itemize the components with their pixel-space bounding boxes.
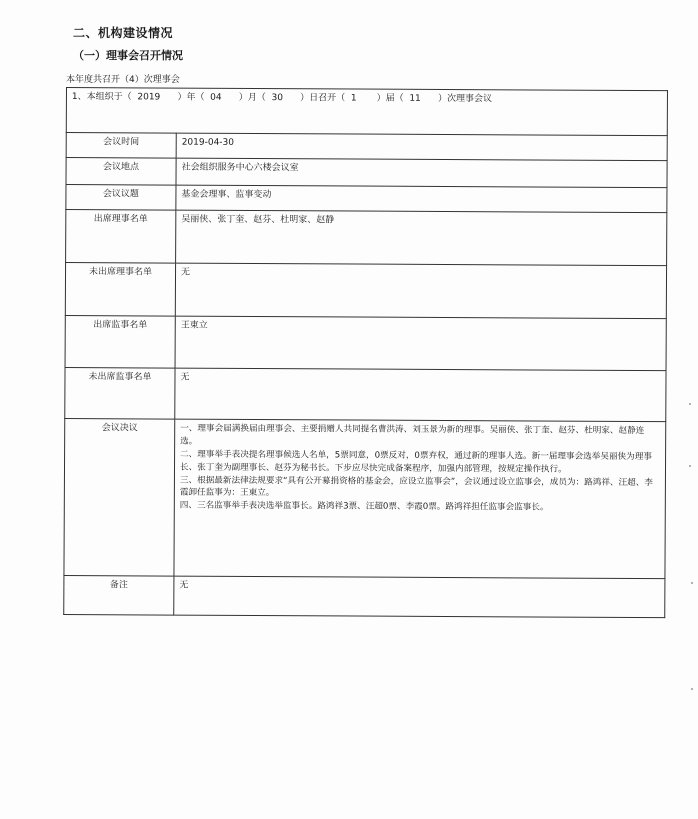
absent-directors-value: 无: [175, 263, 666, 319]
remarks-row: [64, 575, 665, 617]
attend-directors-row: [66, 210, 667, 266]
scan-speck: [689, 403, 691, 405]
remarks-label: 备注: [64, 575, 174, 615]
time-value: 2019-04-30: [176, 133, 667, 161]
resolution-value: [174, 419, 666, 579]
attend-supervisors-label: 出席监事名单: [65, 315, 175, 368]
time-row: [66, 133, 667, 161]
place-label: 会议地点: [66, 158, 176, 186]
topic-label: 会议议题: [66, 185, 176, 211]
meeting-header-cell: [66, 88, 667, 136]
scan-speck: [691, 582, 693, 584]
scan-speck: [691, 688, 693, 690]
resolution-item: 三、根据最新法律法规要求“具有公开募捐资格的基金会，应设立监事会”，会议通过设立监事会，成员为：路鸿祥、汪超、李霞卸任监事为：王東立。: [179, 475, 653, 499]
attend-supervisors-value: 王東立: [175, 316, 666, 371]
resolution-item: 一、理事会届满换届由理事会、主要捐赠人共同提名曹洪涛、刘玉景为新的理事。吴丽侠、张丁奎、赵芬、杜明家、赵静连选。: [180, 423, 645, 447]
attend-supervisors-row: [65, 315, 666, 370]
topic-value: 基金会理事、监事变动: [176, 185, 667, 213]
place-value: 社会组织服务中心六楼会议室: [176, 158, 667, 188]
topic-row: [66, 185, 667, 213]
scan-speck: [689, 465, 691, 467]
resolution-item: 二、理事举手表决提名理事候选人名单，5票同意，0票反对，0票弃权，通过新的理事人选。新一届理事会选举吴丽侠为理事长、张丁奎为副理事长、赵芬为秘书长。下步应尽快完成备案程序，加强内部管理，按规定操作执行。: [179, 449, 652, 475]
meeting-header-row: [66, 88, 667, 136]
section-title: 二、机构建设情况: [73, 26, 174, 40]
resolution-item: 四、三名监事举手表决选举监事长。路鸿祥3票、汪超0票、李霞0票。路鸿祥担任监事会监事长。: [179, 500, 549, 513]
attend-directors-label: 出席理事名单: [66, 210, 176, 264]
resolution-row: [64, 418, 666, 578]
resolution-label: 会议决议: [64, 418, 175, 576]
remarks-value: 无: [174, 576, 665, 618]
time-label: 会议时间: [66, 133, 176, 159]
subsection-title: （一）理事会召开情况: [73, 49, 183, 62]
absent-supervisors-label: 未出席监事名单: [65, 367, 175, 419]
place-row: [66, 158, 667, 188]
meeting-count-summary: 本年度共召开（4）次理事会: [66, 75, 180, 85]
absent-directors-label: 未出席理事名单: [65, 263, 175, 317]
attend-directors-value: 吴丽侠、张丁奎、赵芬、杜明家、赵静: [176, 210, 667, 266]
absent-directors-row: [65, 263, 666, 319]
absent-supervisors-row: [65, 367, 666, 421]
board-meeting-table: [63, 87, 668, 618]
meeting-header-text: 1、本组织于（ 2019 ）年（ 04 ）月（ 30 ）日召开（ 1 ）届（ 11 ）次理事会议: [71, 92, 492, 105]
absent-supervisors-value: 无: [175, 368, 666, 422]
